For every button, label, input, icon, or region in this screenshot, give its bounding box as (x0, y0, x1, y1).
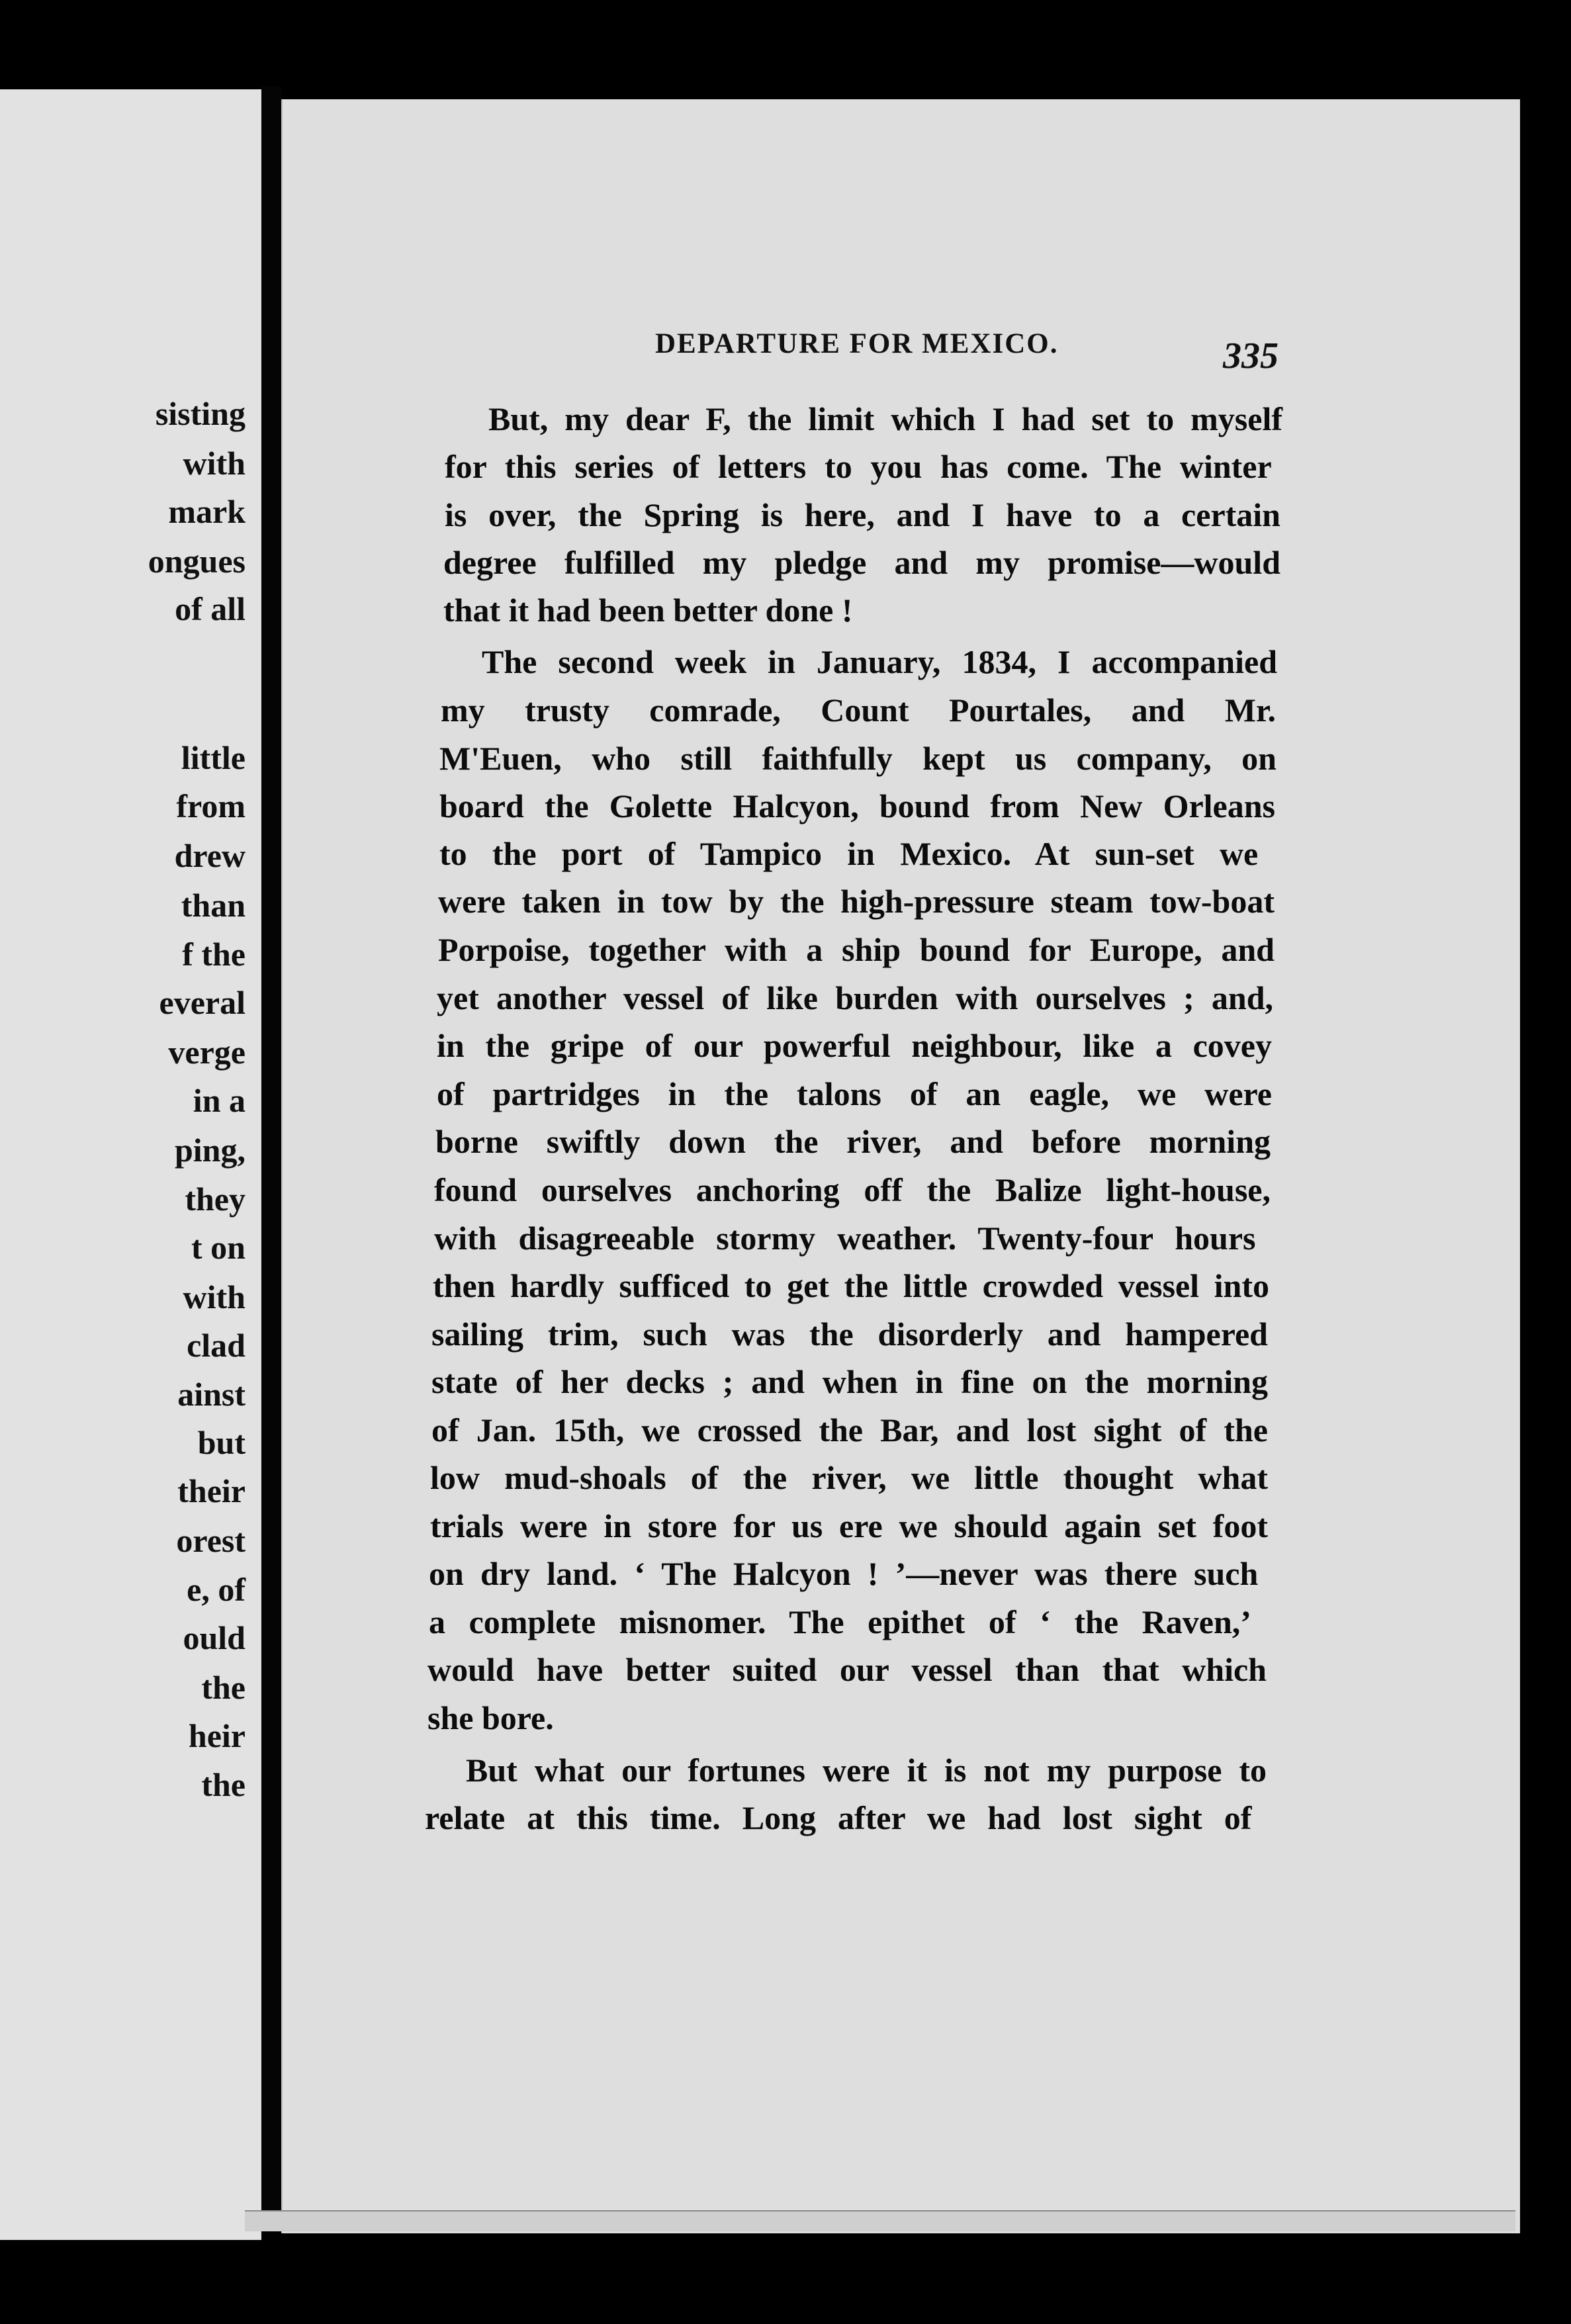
text-line: on dry land. ‘ The Halcyon ! ’—never was there such (429, 1555, 1259, 1592)
text-line: yet another vessel of like burden with ourselves ; and, (437, 979, 1273, 1016)
left-page-line: little (181, 739, 246, 776)
left-page-line: mark (168, 493, 246, 530)
left-page-line: sisting (155, 395, 246, 432)
left-page-line: the (201, 1766, 246, 1803)
text-line: Porpoise, together with a ship bound for Europe, and (438, 931, 1275, 968)
text-line: low mud-shoals of the river, we little thought what (430, 1459, 1268, 1496)
text-line: borne swiftly down the river, and before morning (435, 1123, 1271, 1160)
text-line: relate at this time. Long after we had lost sight of (425, 1799, 1252, 1836)
left-page-line: they (185, 1181, 246, 1218)
left-page-line: orest (176, 1522, 246, 1559)
left-page-line: e, of (187, 1571, 246, 1608)
left-page-line: t on (191, 1229, 246, 1266)
left-page-line: heir (188, 1717, 246, 1754)
text-line: for this series of letters to you has come. The winter (445, 448, 1272, 485)
left-page-line: their (177, 1472, 246, 1509)
text-line: were taken in tow by the high-pressure steam tow-boat (438, 883, 1275, 920)
left-page-line: in a (193, 1082, 246, 1119)
text-line: board the Golette Halcyon, bound from New Orleans (439, 787, 1275, 825)
left-page-line: everal (159, 984, 246, 1021)
left-page-line: but (197, 1424, 246, 1461)
text-line: found ourselves anchoring off the Balize light-house, (434, 1171, 1271, 1208)
text-line: of Jan. 15th, we crossed the Bar, and lost sight of the (431, 1411, 1268, 1449)
text-line: M'Euen, who still faithfully kept us company, on (439, 740, 1277, 777)
left-page-line: f the (182, 936, 246, 973)
left-page-line: the (201, 1669, 246, 1706)
page-number: 335 (1223, 335, 1279, 377)
text-line: my trusty comrade, Count Pourtales, and Mr. (441, 692, 1276, 729)
text-line: would have better suited our vessel than that which (427, 1651, 1267, 1688)
text-line: she bore. (427, 1699, 554, 1736)
left-page-line: with (183, 445, 246, 482)
left-page-line: than (181, 887, 246, 924)
left-page-line: from (176, 787, 246, 825)
text-line: But, my dear F, the limit which I had set to myself (488, 400, 1282, 437)
left-page-line: ping, (174, 1132, 246, 1169)
left-page-line: with (183, 1278, 246, 1316)
text-line: The second week in January, 1834, I accompanied (482, 643, 1277, 680)
text-line: a complete misnomer. The epithet of ‘ the Raven,’ (429, 1603, 1251, 1640)
text-line: state of her decks ; and when in fine on the morning (431, 1363, 1268, 1400)
left-page-line: of all (175, 590, 246, 627)
text-line: in the gripe of our powerful neighbour, like a covey (437, 1027, 1272, 1064)
left-page-line: verge (168, 1034, 246, 1071)
text-line: is over, the Spring is here, and I have to a certain (445, 496, 1280, 533)
text-line: sailing trim, such was the disorderly and hampered (431, 1316, 1268, 1353)
text-line: that it had been better done ! (443, 592, 853, 629)
text-line: trials were in store for us ere we should again set foot (430, 1507, 1268, 1544)
text-line: But what our fortunes were it is not my purpose to (466, 1752, 1267, 1789)
left-page-line: ould (183, 1619, 246, 1656)
left-page-line: drew (174, 837, 246, 874)
text-line: to the port of Tampico in Mexico. At sun-set we (439, 835, 1259, 872)
text-line: of partridges in the talons of an eagle, we were (437, 1075, 1272, 1112)
text-line: then hardly sufficed to get the little crowded vessel into (433, 1267, 1269, 1304)
left-page-line: ainst (177, 1376, 246, 1413)
left-page-line: ongues (148, 543, 246, 580)
text-line: with disagreeable stormy weather. Twenty-four hours (434, 1220, 1256, 1257)
left-page-line: clad (187, 1327, 246, 1364)
text-line: degree fulfilled my pledge and my promise—would (443, 544, 1280, 581)
running-head: DEPARTURE FOR MEXICO. (655, 328, 1059, 359)
